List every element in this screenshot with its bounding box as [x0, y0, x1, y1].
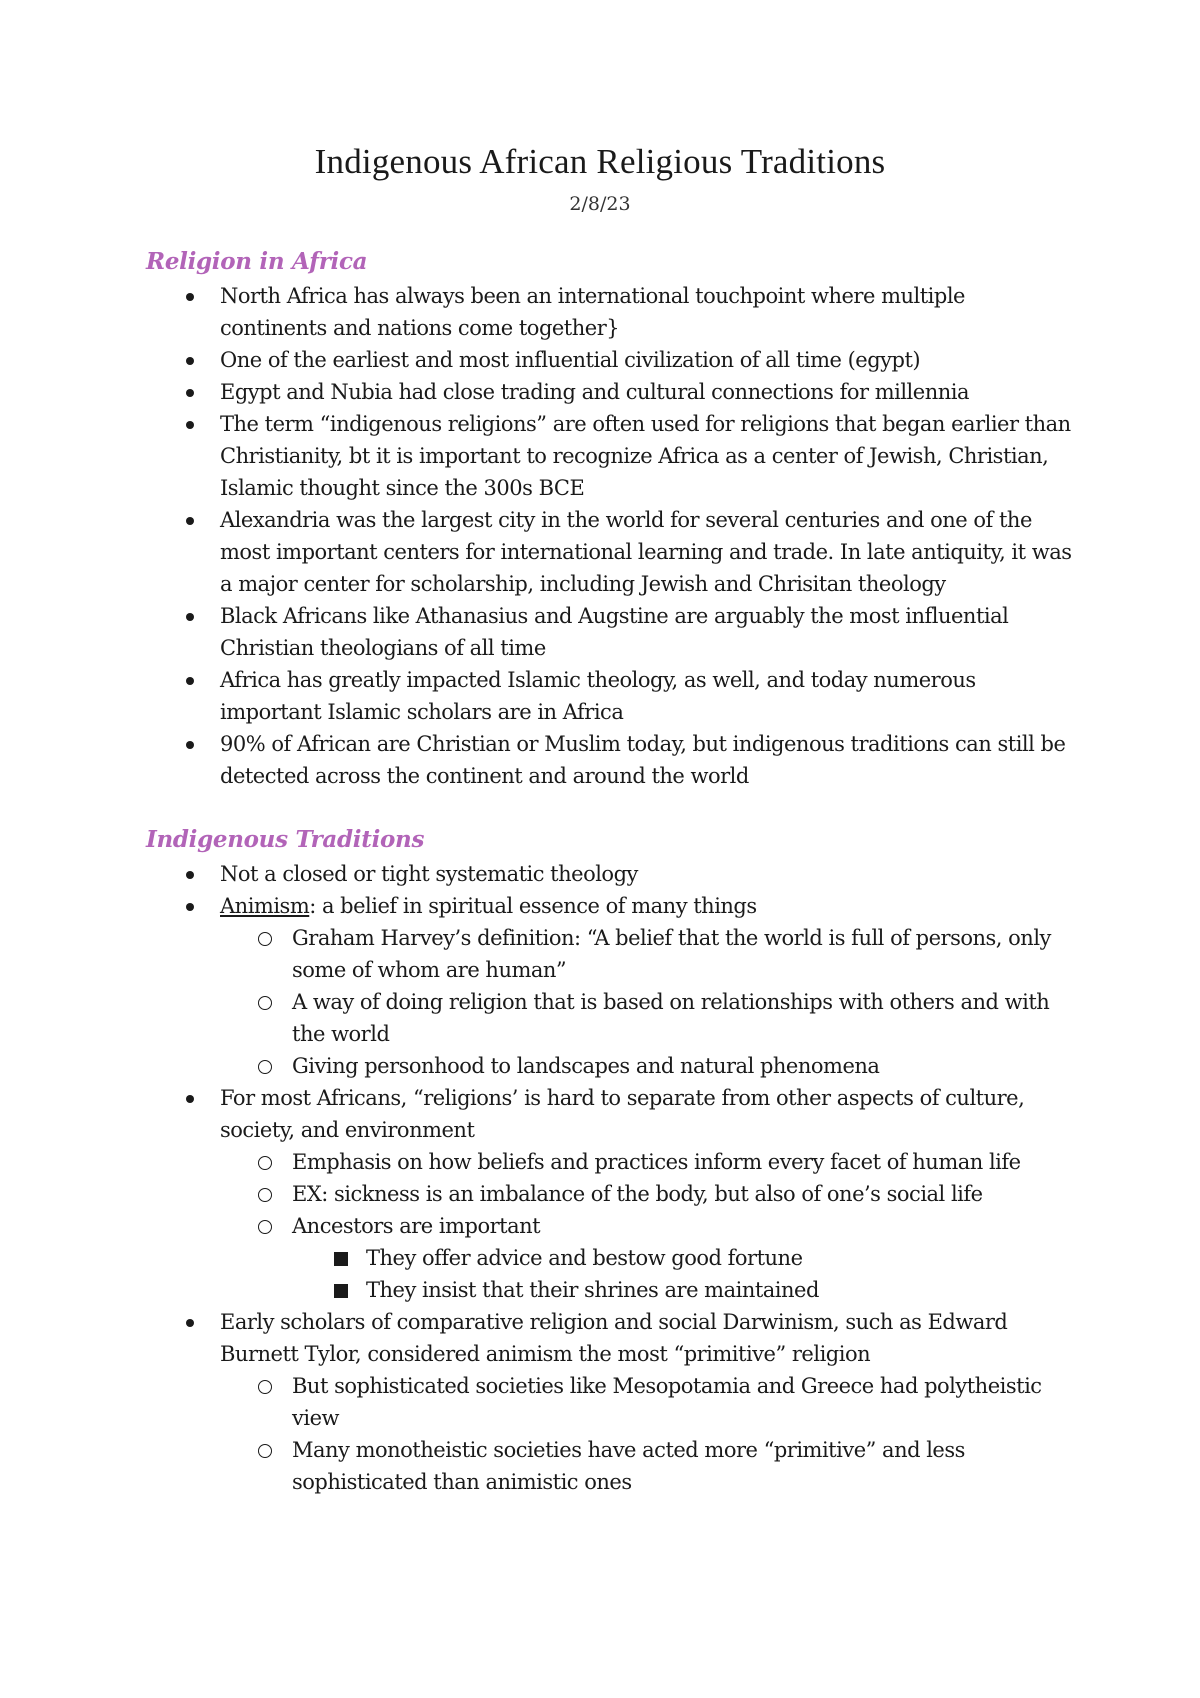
sub-list-item-text: EX: sickness is an imbalance of the body, but also of one’s social life	[292, 1182, 983, 1206]
list-item	[146, 1082, 1076, 1146]
sub-list-item	[146, 1210, 1076, 1242]
section-heading-indigenous-traditions: Indigenous Traditions	[146, 826, 425, 853]
filled-circle-bullet-icon	[186, 613, 194, 621]
bullet-list	[146, 280, 1076, 792]
sub-list-item	[146, 1434, 1076, 1498]
list-item-text: Not a closed or tight systematic theology	[220, 862, 638, 886]
list-item-text: Alexandria was the largest city in the world for several centuries and one of the most important centers for international learning and trade. In late antiquity, it was a major center for scholarship, including Jewish and Chrisitan theology	[220, 508, 1072, 596]
filled-circle-bullet-icon	[186, 421, 194, 429]
filled-circle-bullet-icon	[186, 293, 194, 301]
sub-list-item-text: Ancestors are important	[292, 1214, 541, 1238]
list-item	[146, 664, 1076, 728]
document-title: Indigenous African Religious Traditions	[314, 142, 886, 181]
filled-circle-bullet-icon	[186, 871, 194, 879]
list-item	[146, 890, 1076, 922]
list-item-text: The term “indigenous religions” are often used for religions that began earlier than Christianity, bt it is important to recognize Africa as a center of Jewish, Christian, Islamic thought since the 300s BCE	[220, 412, 1071, 500]
hollow-circle-bullet-icon	[258, 932, 272, 946]
list-item-text: One of the earliest and most influential civilization of all time (egypt)	[220, 348, 921, 372]
filled-circle-bullet-icon	[186, 903, 194, 911]
bullet-list	[146, 858, 1076, 1498]
hollow-circle-bullet-icon	[258, 1220, 272, 1234]
filled-circle-bullet-icon	[186, 677, 194, 685]
list-item	[146, 1306, 1076, 1370]
sub-sub-list-item	[146, 1274, 1076, 1306]
sub-list-item-text: Emphasis on how beliefs and practices inform every facet of human life	[292, 1150, 1021, 1174]
list-item-text: For most Africans, “religions’ is hard to separate from other aspects of culture, society, and environment	[220, 1086, 1025, 1142]
document-date: 2/8/23	[569, 193, 631, 215]
list-item-text: 90% of African are Christian or Muslim today, but indigenous traditions can still be detected across the continent and around the world	[220, 732, 1066, 788]
hollow-circle-bullet-icon	[258, 996, 272, 1010]
sub-sub-list-item-text: They insist that their shrines are maintained	[366, 1278, 819, 1302]
filled-circle-bullet-icon	[186, 1319, 194, 1327]
sub-list-item	[146, 1370, 1076, 1434]
list-item	[146, 408, 1076, 504]
list-item-text: Egypt and Nubia had close trading and cultural connections for millennia	[220, 380, 969, 404]
filled-circle-bullet-icon	[186, 357, 194, 365]
filled-circle-bullet-icon	[186, 1095, 194, 1103]
sub-list-item	[146, 986, 1076, 1050]
list-item	[146, 858, 1076, 890]
section-heading-religion-in-africa: Religion in Africa	[146, 248, 368, 275]
list-item	[146, 280, 1076, 344]
sub-sub-list-item-text: They offer advice and bestow good fortune	[366, 1246, 803, 1270]
sub-list-item	[146, 922, 1076, 986]
sub-list-item	[146, 1146, 1076, 1178]
filled-circle-bullet-icon	[186, 517, 194, 525]
sub-list-item	[146, 1050, 1076, 1082]
document-body	[146, 246, 1076, 1498]
sub-list-item-text: But sophisticated societies like Mesopotamia and Greece had polytheistic view	[292, 1374, 1042, 1430]
sub-list-item-text: A way of doing religion that is based on relationships with others and with the world	[292, 990, 1050, 1046]
list-item	[146, 728, 1076, 792]
list-item-text: North Africa has always been an international touchpoint where multiple continents and nations come together}	[220, 284, 965, 340]
list-item	[146, 504, 1076, 600]
hollow-circle-bullet-icon	[258, 1444, 272, 1458]
sub-list-item-text: Giving personhood to landscapes and natural phenomena	[292, 1054, 880, 1078]
section-spacer	[146, 792, 1076, 824]
hollow-circle-bullet-icon	[258, 1156, 272, 1170]
filled-square-bullet-icon	[334, 1284, 348, 1298]
list-item-text: : a belief in spiritual essence of many things	[309, 894, 757, 918]
list-item	[146, 376, 1076, 408]
filled-circle-bullet-icon	[186, 389, 194, 397]
filled-circle-bullet-icon	[186, 741, 194, 749]
sub-list-item-text: Graham Harvey’s definition: “A belief that the world is full of persons, only some of whom are human”	[292, 926, 1051, 982]
list-item	[146, 600, 1076, 664]
hollow-circle-bullet-icon	[258, 1060, 272, 1074]
list-item-text: Early scholars of comparative religion and social Darwinism, such as Edward Burnett Tylor, considered animism the most “primitive” religion	[220, 1310, 1008, 1366]
filled-square-bullet-icon	[334, 1252, 348, 1266]
hollow-circle-bullet-icon	[258, 1188, 272, 1202]
list-item	[146, 344, 1076, 376]
sub-list-item	[146, 1178, 1076, 1210]
list-item-text: Africa has greatly impacted Islamic theology, as well, and today numerous important Islamic scholars are in Africa	[220, 668, 976, 724]
sub-sub-list-item	[146, 1242, 1076, 1274]
term-animism: Animism	[220, 894, 310, 918]
sub-list-item-text: Many monotheistic societies have acted more “primitive” and less sophisticated than animistic ones	[292, 1438, 965, 1494]
hollow-circle-bullet-icon	[258, 1380, 272, 1394]
list-item-text: Black Africans like Athanasius and Augstine are arguably the most influential Christian theologians of all time	[220, 604, 1009, 660]
